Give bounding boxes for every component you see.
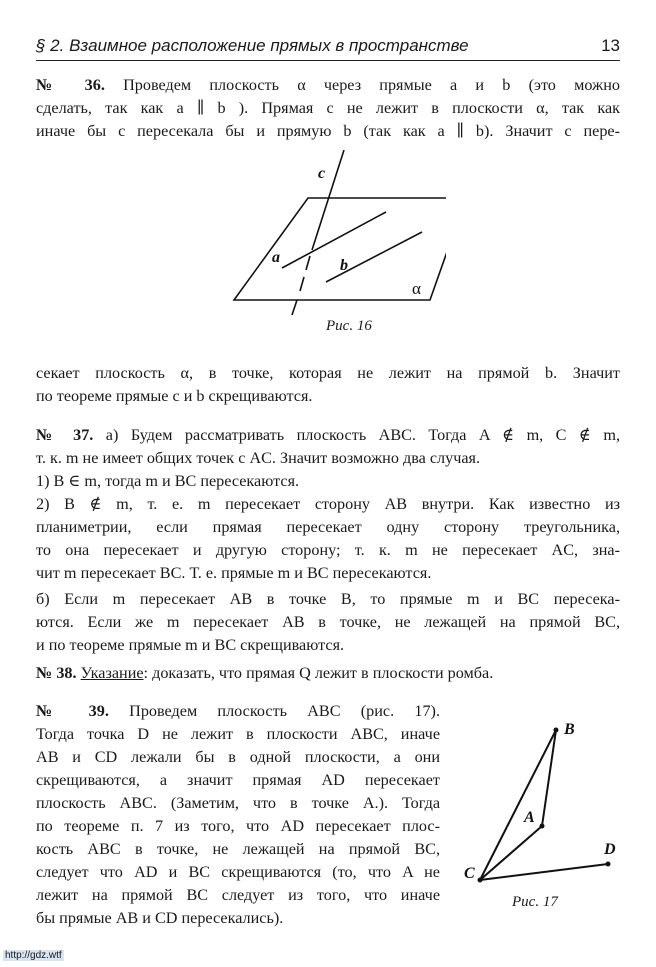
- problem-37-line-3: 1) B ∈ m, тогда m и BC пересекаются.: [36, 472, 300, 490]
- segment-ac: [480, 826, 542, 880]
- label-a: A: [524, 809, 535, 826]
- problem-39-number: № 39.: [36, 702, 109, 720]
- figure-17: [460, 718, 640, 898]
- point-d: [606, 862, 611, 867]
- problem-36-line-1: № 36. Проведем плоскость α через прямые a и b (это можно: [36, 76, 620, 94]
- problem-38-text: [36, 662, 620, 685]
- page-header: [36, 34, 620, 61]
- problem-36-text: [36, 74, 620, 143]
- figure-16-caption: Рис. 16: [326, 318, 372, 334]
- label-c: C: [464, 865, 475, 882]
- line-c-dash-1: [306, 256, 310, 270]
- problem-36-line-2: сделать, так как a ∥ b ). Прямая c не лежит в плоскости α, так как: [36, 99, 620, 117]
- problem-37-line-9: ются. Если же m пересекает AB в точке, не лежащей на прямой BC,: [36, 613, 620, 631]
- problem-39-line-6: по теореме п. 7 из того, что AD пересекает плос-: [36, 817, 440, 835]
- problem-39-line-8: следует что AD и BC скрещиваются (то, что A не: [36, 863, 440, 881]
- problem-36-line-5: по теореме прямые c и b скрещиваются.: [36, 387, 313, 405]
- problem-37-line-1: № 37. а) Будем рассматривать плоскость ABC. Тогда A ∉ m, C ∉ m,: [36, 426, 620, 444]
- figure-16: [226, 150, 446, 320]
- line-c-upper: [312, 150, 344, 250]
- figure-17-caption: Рис. 17: [512, 894, 558, 910]
- segment-cd: [480, 864, 608, 880]
- problem-37-number: № 37.: [36, 426, 94, 444]
- label-d: D: [604, 841, 616, 858]
- problem-38-number: № 38.: [36, 664, 77, 682]
- problem-36-number: № 36.: [36, 76, 105, 94]
- problem-39-line-10: бы прямые AB и CD пересекались).: [36, 909, 284, 927]
- page-number: 13: [601, 36, 620, 55]
- hint-label: Указание: [80, 664, 144, 682]
- point-b: [554, 728, 559, 733]
- problem-36-continuation: [36, 362, 620, 408]
- problem-37-line-10: и по теореме прямые m и BC скрещиваются.: [36, 636, 345, 654]
- problem-39-line-5: плоскость ABC. (Заметим, что в точке A.). Тогда: [36, 794, 440, 812]
- problem-39-line-4: скрещиваются, а значит прямая AD пересекает: [36, 771, 440, 789]
- problem-37-line-7: чит m пересекает BC. Т. е. прямые m и BC пересекаются.: [36, 564, 432, 582]
- problem-37-line-6: то она пересекает и другую сторону; т. к. m не пересекает AC, зна-: [36, 541, 620, 559]
- problem-39-line-9: лежит на прямой BC следует из того, что иначе: [36, 886, 440, 904]
- problem-37-text: [36, 424, 620, 585]
- problem-39-line-1: № 39. Проведем плоскость ABC (рис. 17).: [36, 702, 440, 720]
- label-b: b: [340, 257, 348, 274]
- label-alpha: α: [412, 279, 421, 298]
- problem-37-line-4: 2) B ∉ m, т. е. m пересекает сторону AB внутри. Как известно из: [36, 495, 620, 513]
- problem-39-line-3: AB и CD лежали бы в одной плоскости, а они: [36, 748, 440, 766]
- problem-36-line-4: секает плоскость α, в точке, которая не лежит на прямой b. Значит: [36, 364, 620, 382]
- problem-39-line-7: кость ABC в точке, не лежащей на прямой BC,: [36, 840, 440, 858]
- point-a: [540, 824, 545, 829]
- label-a: a: [272, 249, 280, 266]
- watermark-link[interactable]: http://gdz.wtf: [5, 950, 62, 961]
- problem-37-line-2: т. к. m не имеет общих точек с AC. Значит возможно два случая.: [36, 449, 481, 467]
- problem-39-line-2: Тогда точка D не лежит в плоскости ABC, иначе: [36, 725, 440, 743]
- label-c: c: [318, 165, 326, 182]
- line-c-lower: [292, 300, 297, 315]
- problem-37-line-8: б) Если m пересекает AB в точке B, то прямые m и BC пересека-: [36, 590, 620, 608]
- problem-37b-text: [36, 588, 620, 657]
- problem-36-line-3: иначе бы c пересекала бы и прямую b (так как a ∥ b). Значит c пере-: [36, 122, 620, 140]
- problem-38-line: № 38. Указание: доказать, что прямая Q лежит в плоскости ромба.: [36, 664, 494, 682]
- problem-39-text: [36, 700, 440, 930]
- problem-37-line-5: планиметрии, если прямая пересекает одну сторону треугольника,: [36, 518, 620, 536]
- section-title: § 2. Взаимное расположение прямых в пространстве: [36, 36, 469, 55]
- line-c-dash-2: [300, 277, 304, 291]
- point-c: [478, 878, 483, 883]
- label-b: B: [564, 721, 575, 738]
